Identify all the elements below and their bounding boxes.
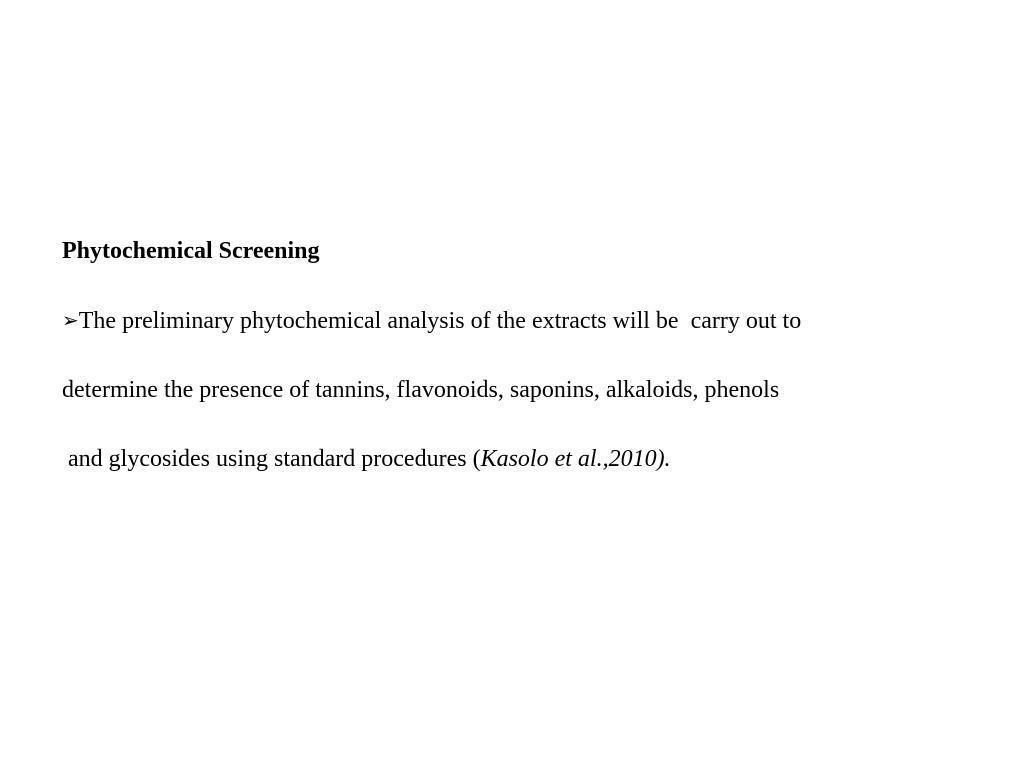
- bullet-text-line-3: and glycosides using standard procedures (: [62, 446, 481, 472]
- bullet-line-1: [62, 306, 801, 336]
- bullet-line-2: determine the presence of tannins, flavonoids, saponins, alkaloids, phenols: [62, 377, 780, 403]
- citation: Kasolo et al.,2010).: [480, 446, 671, 472]
- bullet-text-line-1: The preliminary phytochemical analysis of the extracts will be carry out to: [78, 308, 802, 334]
- arrow-bullet-icon: ➢: [62, 310, 79, 332]
- bullet-line-3: [62, 444, 671, 474]
- slide-heading: Phytochemical Screening: [62, 238, 320, 264]
